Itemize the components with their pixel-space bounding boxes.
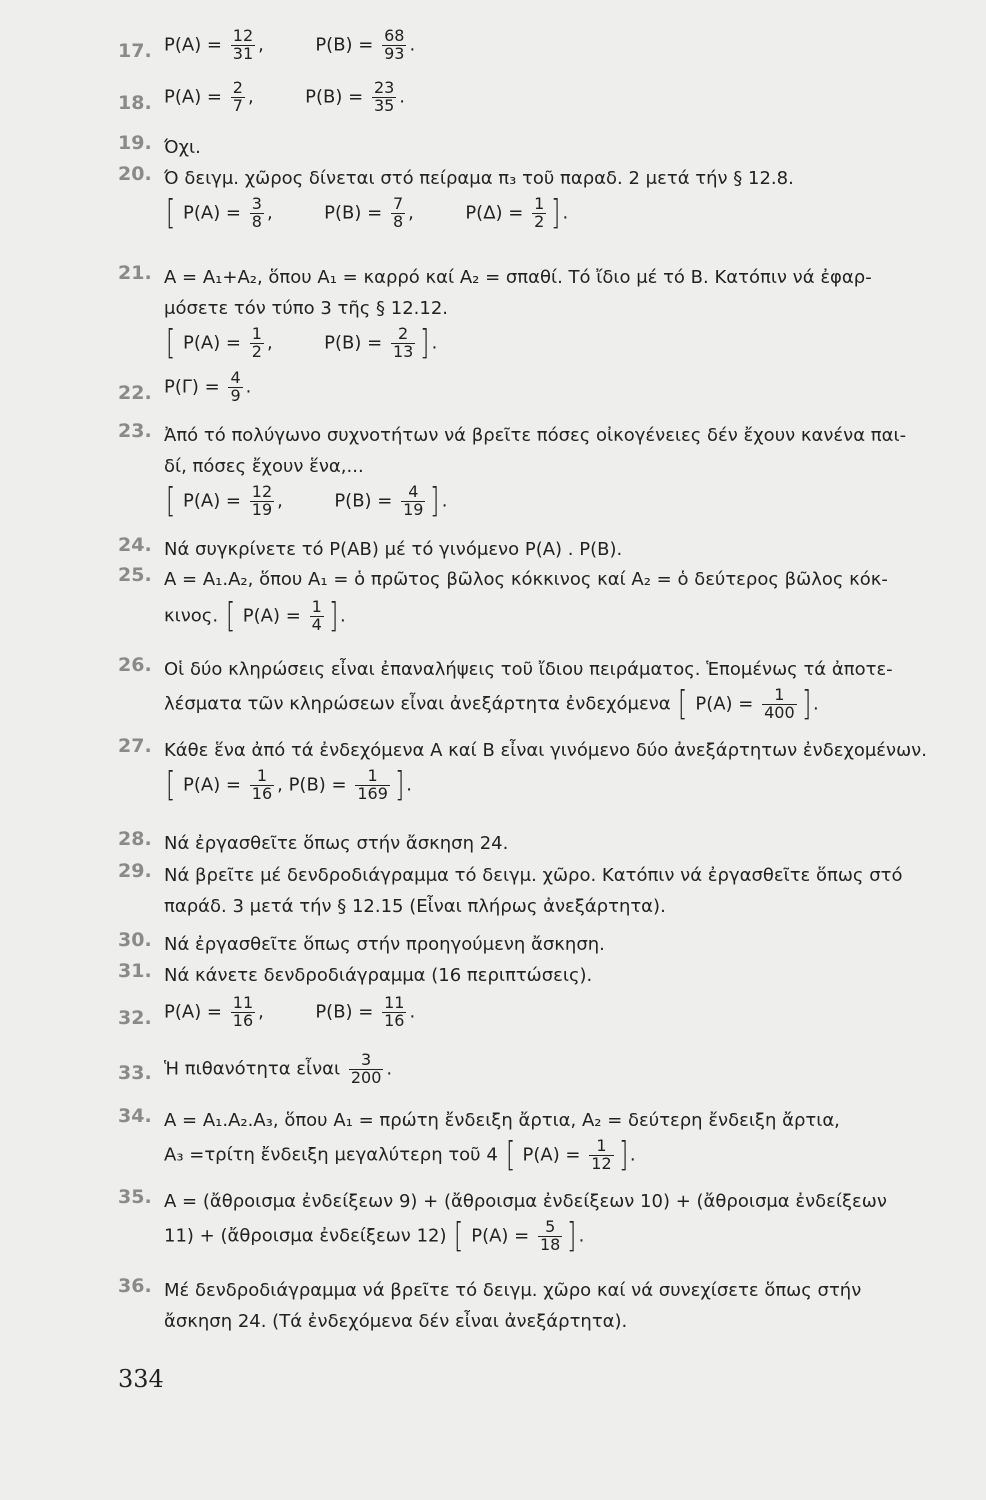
fraction: $\frac{1}{16}$: [251, 766, 273, 803]
fraction: $\frac{23}{35}$: [373, 78, 395, 115]
fraction: $\frac{1}{169}$: [357, 766, 388, 803]
exercise-answer: Νά ἐργασθεῖτε ὅπως στήν ἄσκηση 24.: [164, 833, 509, 854]
exercise-number: 17.: [118, 40, 152, 62]
fraction: $\frac{11}{16}$: [384, 993, 405, 1030]
exercise-answer: Ἡ πιθανότητα εἶναι $\frac{3}{200}$ .: [164, 1050, 393, 1087]
exercise-number: 34.: [118, 1105, 152, 1127]
exercise-answer: Κάθε ἕνα ἀπό τά ἐνδεχόμενα A καί B εἶναι γινόμενο δύο ἀνεξάρτητων ἐνδεχομένων. [ P(A) = $\frac{1}{16}$ , P(B) = $\frac{1}{169}$ ] .: [164, 740, 927, 806]
exercise-number: 25.: [118, 564, 152, 586]
exercise-number: 26.: [118, 654, 152, 676]
exercise-answer: Νά ἐργασθεῖτε ὅπως στήν προηγούμενη ἄσκηση.: [164, 934, 605, 955]
fraction: $\frac{11}{16}$: [232, 993, 254, 1030]
fraction: $\frac{4}{19}$: [403, 482, 424, 519]
exercise-answer: Νά βρεῖτε μέ δενδροδιάγραμμα τό δειγμ. χῶρο. Κατόπιν νά ἐργασθεῖτε ὅπως στό παράδ. 3 μετά τήν § 12.15 (Εἶναι πλήρως ἀνεξάρτητα).: [164, 865, 903, 917]
fraction: $\frac{4}{9}$: [230, 368, 241, 405]
exercise-answer: P(A) = $\frac{2}{7}$ , P(B) = $\frac{23}{35}$ .: [164, 78, 406, 115]
exercise-number: 22.: [118, 382, 152, 404]
exercise-number: 20.: [118, 163, 152, 185]
fraction: $\frac{1}{4}$: [311, 597, 322, 634]
exercise-answer: A = A₁+A₂, ὅπου A₁ = καρρό καί A₂ = σπαθί. Τό ἴδιο μέ τό B. Κατόπιν νά ἐφαρ- μόσετε τόν τύπο 3 τῆς § 12.12. [ P(A) = $\frac{1}{2}$ , P(B) = $\frac{2}{13}$ ] .: [164, 267, 872, 364]
exercise-number: 33.: [118, 1062, 152, 1084]
fraction: $\frac{12}{31}$: [232, 26, 254, 63]
exercise-answer: Νά κάνετε δενδροδιάγραμμα (16 περιπτώσεις).: [164, 965, 593, 986]
fraction: $\frac{2}{13}$: [392, 324, 414, 361]
exercise-answer: P(A) = $\frac{12}{31}$ , P(B) = $\frac{68}{93}$ .: [164, 26, 416, 63]
exercise-number: 28.: [118, 828, 152, 850]
exercise-number: 32.: [118, 1007, 152, 1029]
fraction: $\frac{5}{18}$: [540, 1217, 561, 1254]
exercise-number: 27.: [118, 735, 152, 757]
exercise-number: 18.: [118, 92, 152, 114]
fraction: $\frac{3}{8}$: [251, 194, 262, 231]
page-number: 334: [118, 1365, 164, 1393]
fraction: $\frac{68}{93}$: [384, 26, 405, 63]
exercise-number: 24.: [118, 534, 152, 556]
exercise-answer: Μέ δενδροδιάγραμμα νά βρεῖτε τό δειγμ. χῶρο καί νά συνεχίσετε ὅπως στήν ἄσκηση 24. (Τά ἐνδεχόμενα δέν εἶναι ἀνεξάρτητα).: [164, 1280, 862, 1332]
exercise-number: 19.: [118, 132, 152, 154]
exercise-number: 31.: [118, 960, 152, 982]
fraction: $\frac{12}{19}$: [251, 482, 273, 519]
exercise-number: 35.: [118, 1186, 152, 1208]
fraction: $\frac{1}{2}$: [534, 194, 545, 231]
exercise-answer: Ό δειγμ. χῶρος δίνεται στό πείραμα π₃ τοῦ παραδ. 2 μετά τήν § 12.8. [ P(A) = $\frac{3}{8}$ , P(B) = $\frac{7}{8}$ , P(Δ) = $\frac{1}{2}$ ] .: [164, 168, 794, 234]
exercise-answer: Οἱ δύο κληρώσεις εἶναι ἐπαναλήψεις τοῦ ἴδιου πειράματος. Ἑπομένως τά ἀποτε- λέσματα τῶν κληρώσεων εἶναι ἀνεξάρτητα ἐνδεχόμενα [ P(A) = $\frac{1}{400}$ ] .: [164, 659, 893, 725]
exercise-answer: P(A) = $\frac{11}{16}$ , P(B) = $\frac{11}{16}$ .: [164, 993, 416, 1030]
exercise-number: 21.: [118, 262, 152, 284]
exercise-answer: A = (ἄθροισμα ἐνδείξεων 9) + (ἄθροισμα ἐνδείξεων 10) + (ἄθροισμα ἐνδείξεων 11) + (ἄθροισμα ἐνδείξεων 12) [ P(A) = $\frac{5}{18}$ ] .: [164, 1191, 887, 1257]
fraction: $\frac{1}{2}$: [251, 324, 262, 361]
exercise-number: 30.: [118, 929, 152, 951]
exercise-answer: A = A₁.A₂, ὅπου A₁ = ὁ πρῶτος βῶλος κόκκινος καί A₂ = ὁ δεύτερος βῶλος κόκ- κινος. [ P(A) = $\frac{1}{4}$ ] .: [164, 569, 888, 637]
exercise-number: 29.: [118, 860, 152, 882]
fraction: $\frac{7}{8}$: [392, 194, 404, 231]
fraction: $\frac{3}{200}$: [350, 1050, 382, 1087]
fraction: $\frac{2}{7}$: [232, 78, 243, 115]
fraction: $\frac{1}{400}$: [764, 685, 795, 722]
exercise-answer: Νά συγκρίνετε τό P(AB) μέ τό γινόμενο P(A) . P(B).: [164, 539, 623, 560]
exercise-answer: A = A₁.A₂.A₃, ὅπου A₁ = πρώτη ἔνδειξη ἄρτια, A₂ = δεύτερη ἔνδειξη ἄρτια, A₃ =τρίτη ἔνδειξη μεγαλύτερη τοῦ 4 [ P(A) = $\frac{1}{12}$ ] .: [164, 1110, 840, 1176]
exercise-number: 23.: [118, 420, 152, 442]
exercise-answer: Όχι.: [164, 137, 201, 158]
fraction: $\frac{1}{12}$: [591, 1136, 612, 1173]
exercise-answer: P(Γ) = $\frac{4}{9}$ .: [164, 368, 252, 405]
exercise-number: 36.: [118, 1275, 152, 1297]
exercise-answer: Ἀπό τό πολύγωνο συχνοτήτων νά βρεῖτε πόσες οἰκογένειες δέν ἔχουν κανένα παι- δί, πόσες ἔχουν ἕνα,... [ P(A) = $\frac{12}{19}$ , P(B) = $\frac{4}{19}$ ] .: [164, 425, 907, 522]
